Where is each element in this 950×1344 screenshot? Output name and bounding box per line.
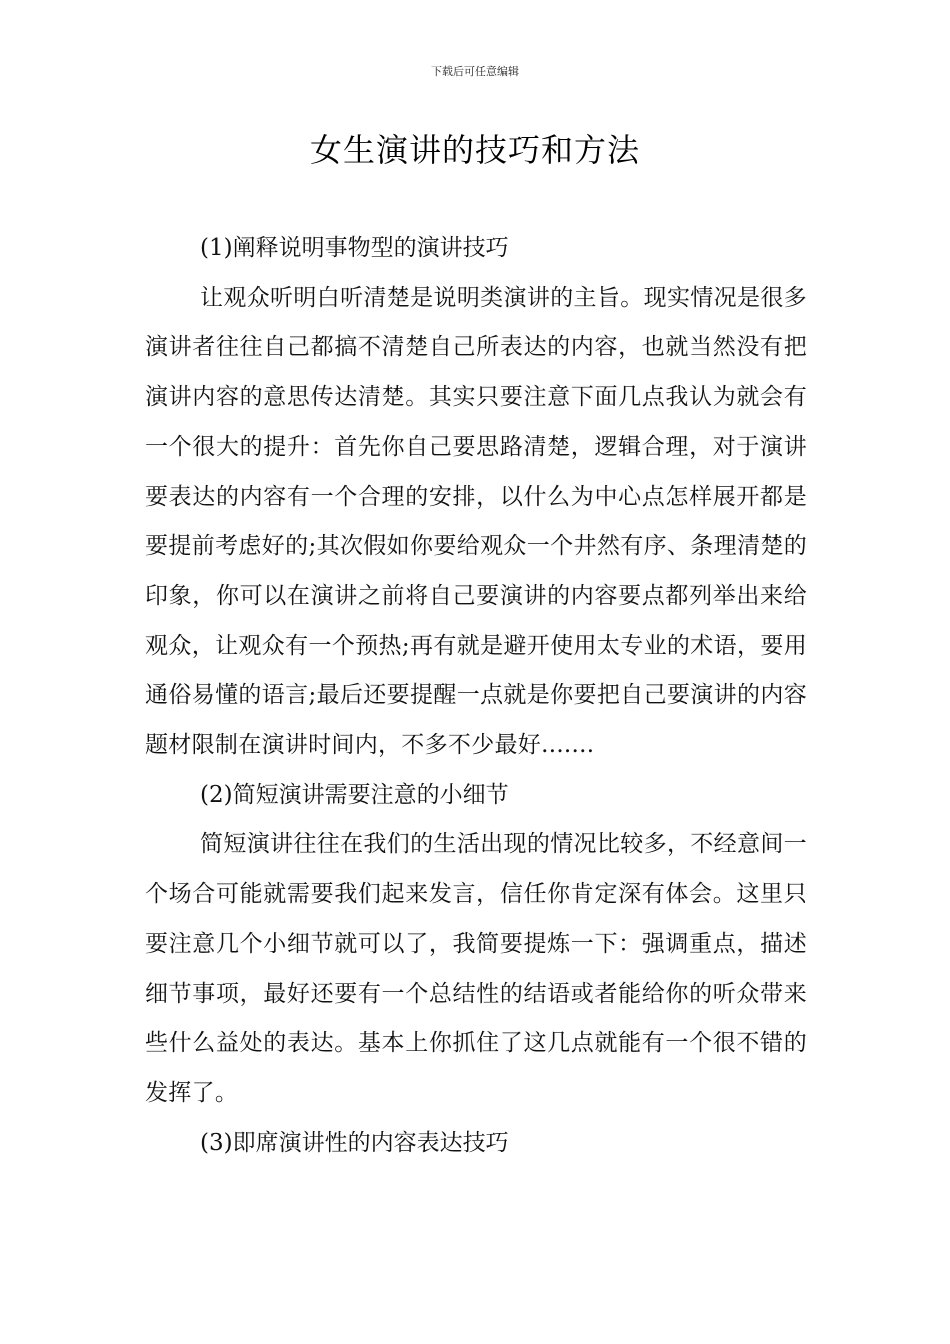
document-title: 女生演讲的技巧和方法 bbox=[309, 131, 640, 169]
document-body bbox=[145, 224, 807, 1168]
page-header: 下载后可任意编辑 bbox=[431, 65, 519, 78]
section-paragraph-2: 简短演讲往往在我们的生活出现的情况比较多，不经意间一个场合可能就需要我们起来发言，信任你肯定深有体会。这里只要注意几个小细节就可以了，我简要提炼一下：强调重点，描述细节事项，最好还要有一个总结性的结语或者能给你的听众带来些什么益处的表达。基本上你抓住了这几点就能有一个很不错的发挥了。 bbox=[145, 831, 807, 1106]
section-paragraph-1: 让观众听明白听清楚是说明类演讲的主旨。现实情况是很多演讲者往往自己都搞不清楚自己所表达的内容，也就当然没有把演讲内容的意思传达清楚。其实只要注意下面几点我认为就会有一个很大的提升：首先你自己要思路清楚，逻辑合理，对于演讲要表达的内容有一个合理的安排，以什么为中心点怎样展开都是要提前考虑好的;其次假如你要给观众一个井然有序、条理清楚的印象，你可以在演讲之前将自己要演讲的内容要点都列举出来给观众，让观众有一个预热;再有就是避开使用太专业的术语，要用通俗易懂的语言;最后还要提醒一点就是你要把自己要演讲的内容题材限制在演讲时间内，不多不少最好....... bbox=[145, 284, 807, 759]
section-heading-1: (1)阐释说明事物型的演讲技巧 bbox=[200, 235, 509, 261]
section-heading-2: (2)简短演讲需要注意的小细节 bbox=[200, 781, 509, 808]
section-heading-3: (3)即席演讲性的内容表达技巧 bbox=[200, 1129, 509, 1156]
